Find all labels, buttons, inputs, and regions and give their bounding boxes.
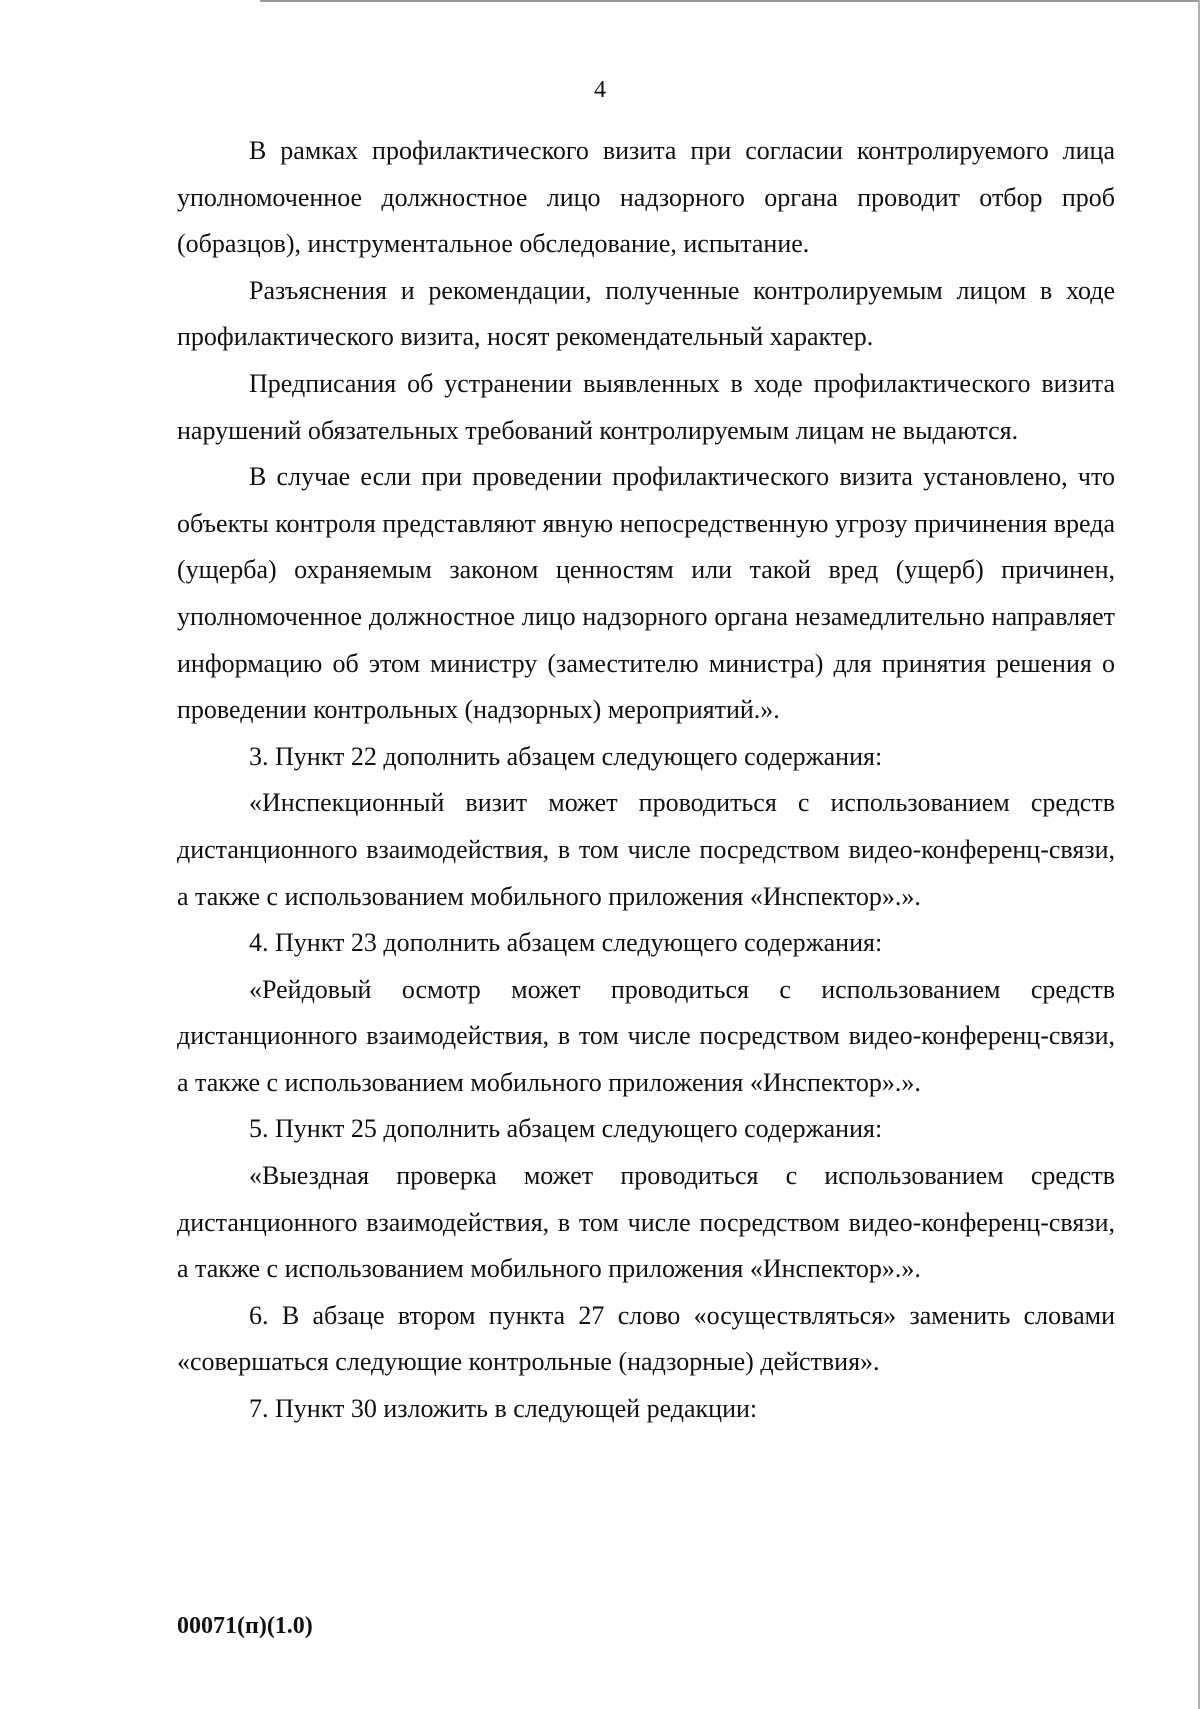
paragraph-6: «Инспекционный визит может проводиться с использованием средств дистанционного взаимодействия, в том числе посредством видео-конференц-связи, а также с использованием мобильного приложения «Инспектор».».	[177, 788, 1115, 911]
paragraph-8: «Рейдовый осмотр может проводиться с использованием средств дистанционного взаимодействия, в том числе посредством видео-конференц-связи, а также с использованием мобильного приложения «Инспектор».».	[177, 974, 1115, 1097]
page-number: 4	[594, 77, 606, 103]
paragraph-10: «Выездная проверка может проводиться с использованием средств дистанционного взаимодействия, в том числе посредством видео-конференц-связи, а также с использованием мобильного приложения «Инспектор».».	[177, 1161, 1115, 1284]
paragraph-1: В рамках профилактического визита при согласии контролируемого лица уполномоченное должностное лицо надзорного органа проводит отбор проб (образцов), инструментальное обследование, испытание.	[177, 136, 1115, 259]
document-body	[177, 128, 1115, 1433]
paragraph-3: Предписания об устранении выявленных в ходе профилактического визита нарушений обязательных требований контролируемым лицам не выдаются.	[177, 368, 1115, 445]
paragraph-4: В случае если при проведении профилактического визита установлено, что объекты контроля представляют явную непосредственную угрозу причинения вреда (ущерба) охраняемым законом ценностям или такой вред (ущерб) причинен, уполномоченное должностное лицо надзорного органа незамедлительно направляет информацию об этом министру (заместителю министра) для принятия решения о проведении контрольных (надзорных) мероприятий.».	[177, 462, 1115, 725]
paragraph-9: 5. Пункт 25 дополнить абзацем следующего содержания:	[249, 1114, 883, 1144]
paragraph-12: 7. Пункт 30 изложить в следующей редакции:	[249, 1394, 758, 1424]
document-code: 00071(п)(1.0)	[177, 1613, 313, 1639]
paragraph-7: 4. Пункт 23 дополнить абзацем следующего содержания:	[249, 928, 883, 958]
paragraph-2: Разъяснения и рекомендации, полученные контролируемым лицом в ходе профилактического визита, носят рекомендательный характер.	[177, 275, 1115, 352]
paragraph-5: 3. Пункт 22 дополнить абзацем следующего содержания:	[249, 741, 883, 771]
paragraph-11: 6. В абзаце втором пункта 27 слово «осуществляться» заменить словами «совершаться следующие контрольные (надзорные) действия».	[177, 1300, 1115, 1377]
scan-border-top	[260, 0, 1200, 2]
